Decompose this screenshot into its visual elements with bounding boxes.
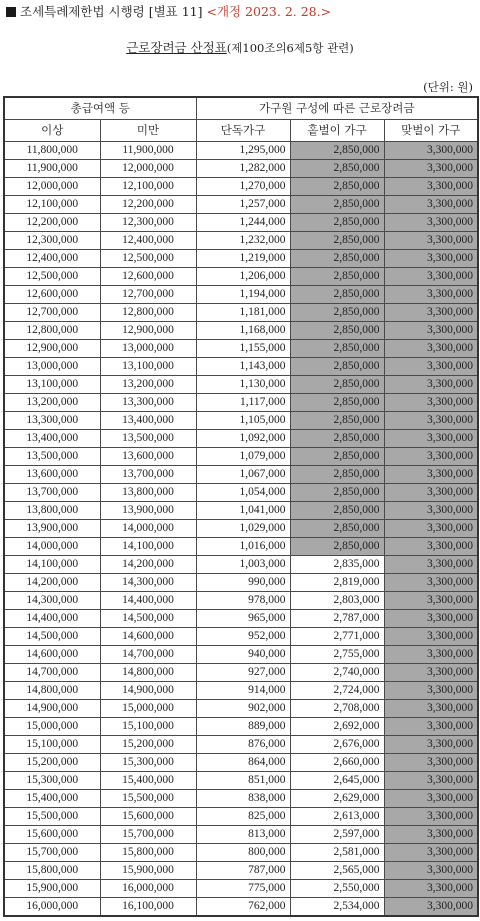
cell-income-max: 15,000,000 [100, 700, 196, 718]
cell-two-earner-household: 3,300,000 [384, 790, 478, 808]
table-row [4, 232, 478, 250]
cell-income-min: 13,500,000 [4, 448, 100, 466]
table-row [4, 880, 478, 898]
cell-single-household: 1,257,000 [196, 196, 290, 214]
table-row [4, 412, 478, 430]
cell-one-earner-household: 2,724,000 [290, 682, 384, 700]
cell-single-household: 1,181,000 [196, 304, 290, 322]
cell-income-max: 15,800,000 [100, 844, 196, 862]
cell-income-max: 13,800,000 [100, 484, 196, 502]
cell-income-max: 14,200,000 [100, 556, 196, 574]
cell-single-household: 775,000 [196, 880, 290, 898]
cell-income-max: 12,100,000 [100, 178, 196, 196]
cell-one-earner-household: 2,581,000 [290, 844, 384, 862]
cell-one-earner-household: 2,850,000 [290, 412, 384, 430]
cell-income-max: 15,600,000 [100, 808, 196, 826]
cell-single-household: 762,000 [196, 898, 290, 917]
cell-one-earner-household: 2,850,000 [290, 340, 384, 358]
cell-income-max: 14,900,000 [100, 682, 196, 700]
table-row [4, 610, 478, 628]
cell-income-max: 16,100,000 [100, 898, 196, 917]
cell-income-max: 12,000,000 [100, 160, 196, 178]
cell-income-min: 14,400,000 [4, 610, 100, 628]
cell-income-max: 12,800,000 [100, 304, 196, 322]
table-row [4, 304, 478, 322]
table-row [4, 538, 478, 556]
cell-income-max: 12,600,000 [100, 268, 196, 286]
cell-income-max: 12,300,000 [100, 214, 196, 232]
cell-income-min: 15,800,000 [4, 862, 100, 880]
cell-income-min: 13,200,000 [4, 394, 100, 412]
cell-single-household: 1,206,000 [196, 268, 290, 286]
cell-income-min: 15,100,000 [4, 736, 100, 754]
square-bullet-icon [6, 7, 16, 17]
cell-income-max: 13,100,000 [100, 358, 196, 376]
cell-income-max: 15,400,000 [100, 772, 196, 790]
col-header-min: 이상 [4, 120, 100, 142]
cell-one-earner-household: 2,550,000 [290, 880, 384, 898]
cell-income-min: 14,800,000 [4, 682, 100, 700]
cell-one-earner-household: 2,850,000 [290, 214, 384, 232]
cell-single-household: 800,000 [196, 844, 290, 862]
cell-single-household: 787,000 [196, 862, 290, 880]
cell-two-earner-household: 3,300,000 [384, 268, 478, 286]
cell-two-earner-household: 3,300,000 [384, 448, 478, 466]
cell-two-earner-household: 3,300,000 [384, 520, 478, 538]
cell-one-earner-household: 2,771,000 [290, 628, 384, 646]
cell-one-earner-household: 2,850,000 [290, 142, 384, 160]
cell-income-min: 12,100,000 [4, 196, 100, 214]
cell-one-earner-household: 2,850,000 [290, 232, 384, 250]
cell-income-min: 13,900,000 [4, 520, 100, 538]
cell-single-household: 952,000 [196, 628, 290, 646]
cell-income-min: 13,000,000 [4, 358, 100, 376]
cell-two-earner-household: 3,300,000 [384, 430, 478, 448]
cell-two-earner-household: 3,300,000 [384, 880, 478, 898]
cell-two-earner-household: 3,300,000 [384, 556, 478, 574]
table-row [4, 844, 478, 862]
cell-one-earner-household: 2,613,000 [290, 808, 384, 826]
table-row [4, 556, 478, 574]
cell-two-earner-household: 3,300,000 [384, 304, 478, 322]
cell-income-min: 15,400,000 [4, 790, 100, 808]
cell-one-earner-household: 2,850,000 [290, 358, 384, 376]
cell-income-min: 12,200,000 [4, 214, 100, 232]
table-row [4, 862, 478, 880]
cell-income-min: 12,300,000 [4, 232, 100, 250]
cell-income-min: 15,200,000 [4, 754, 100, 772]
cell-one-earner-household: 2,850,000 [290, 286, 384, 304]
cell-single-household: 1,244,000 [196, 214, 290, 232]
cell-income-min: 13,600,000 [4, 466, 100, 484]
table-row [4, 250, 478, 268]
cell-income-min: 13,800,000 [4, 502, 100, 520]
cell-one-earner-household: 2,740,000 [290, 664, 384, 682]
cell-income-max: 13,500,000 [100, 430, 196, 448]
cell-two-earner-household: 3,300,000 [384, 628, 478, 646]
col-header-one-earner: 홑벌이 가구 [290, 120, 384, 142]
cell-one-earner-household: 2,850,000 [290, 502, 384, 520]
cell-single-household: 1,029,000 [196, 520, 290, 538]
cell-one-earner-household: 2,850,000 [290, 160, 384, 178]
incentive-table [3, 96, 479, 917]
group-header-row [4, 97, 478, 120]
table-row [4, 646, 478, 664]
cell-income-min: 13,300,000 [4, 412, 100, 430]
table-row [4, 394, 478, 412]
cell-two-earner-household: 3,300,000 [384, 178, 478, 196]
table-row [4, 700, 478, 718]
cell-single-household: 889,000 [196, 718, 290, 736]
cell-income-max: 13,300,000 [100, 394, 196, 412]
cell-income-max: 13,700,000 [100, 466, 196, 484]
table-row [4, 178, 478, 196]
cell-income-min: 12,600,000 [4, 286, 100, 304]
cell-one-earner-household: 2,850,000 [290, 322, 384, 340]
cell-single-household: 851,000 [196, 772, 290, 790]
table-row [4, 826, 478, 844]
cell-single-household: 1,016,000 [196, 538, 290, 556]
cell-income-min: 13,400,000 [4, 430, 100, 448]
cell-income-max: 12,400,000 [100, 232, 196, 250]
table-row [4, 682, 478, 700]
cell-one-earner-household: 2,850,000 [290, 430, 384, 448]
cell-one-earner-household: 2,850,000 [290, 484, 384, 502]
cell-income-min: 14,100,000 [4, 556, 100, 574]
cell-income-min: 13,100,000 [4, 376, 100, 394]
cell-single-household: 1,168,000 [196, 322, 290, 340]
table-row [4, 718, 478, 736]
cell-single-household: 1,067,000 [196, 466, 290, 484]
cell-income-max: 12,900,000 [100, 322, 196, 340]
table-row [4, 664, 478, 682]
table-row [4, 628, 478, 646]
cell-one-earner-household: 2,850,000 [290, 196, 384, 214]
cell-income-max: 15,200,000 [100, 736, 196, 754]
cell-one-earner-household: 2,708,000 [290, 700, 384, 718]
table-row [4, 502, 478, 520]
cell-two-earner-household: 3,300,000 [384, 826, 478, 844]
cell-two-earner-household: 3,300,000 [384, 340, 478, 358]
cell-income-max: 15,300,000 [100, 754, 196, 772]
table-row [4, 808, 478, 826]
table-row [4, 772, 478, 790]
cell-single-household: 902,000 [196, 700, 290, 718]
cell-one-earner-household: 2,676,000 [290, 736, 384, 754]
cell-two-earner-household: 3,300,000 [384, 412, 478, 430]
table-row [4, 358, 478, 376]
cell-income-min: 13,700,000 [4, 484, 100, 502]
table-row [4, 430, 478, 448]
cell-two-earner-household: 3,300,000 [384, 718, 478, 736]
table-title: 근로장려금 산정표 [126, 40, 227, 55]
cell-two-earner-household: 3,300,000 [384, 754, 478, 772]
cell-income-min: 15,000,000 [4, 718, 100, 736]
cell-single-household: 990,000 [196, 574, 290, 592]
cell-two-earner-household: 3,300,000 [384, 502, 478, 520]
cell-income-min: 14,600,000 [4, 646, 100, 664]
cell-income-min: 15,700,000 [4, 844, 100, 862]
cell-one-earner-household: 2,850,000 [290, 376, 384, 394]
cell-income-min: 14,200,000 [4, 574, 100, 592]
cell-income-max: 16,000,000 [100, 880, 196, 898]
table-row [4, 736, 478, 754]
cell-income-max: 14,300,000 [100, 574, 196, 592]
table-title-line [0, 40, 480, 56]
cell-income-max: 11,900,000 [100, 142, 196, 160]
group-header-income: 총급여액 등 [4, 97, 196, 120]
cell-one-earner-household: 2,850,000 [290, 268, 384, 286]
cell-income-min: 12,400,000 [4, 250, 100, 268]
cell-two-earner-household: 3,300,000 [384, 322, 478, 340]
cell-income-min: 12,800,000 [4, 322, 100, 340]
cell-single-household: 1,232,000 [196, 232, 290, 250]
cell-two-earner-household: 3,300,000 [384, 196, 478, 214]
cell-income-min: 14,000,000 [4, 538, 100, 556]
cell-two-earner-household: 3,300,000 [384, 682, 478, 700]
cell-two-earner-household: 3,300,000 [384, 736, 478, 754]
table-row [4, 214, 478, 232]
cell-two-earner-household: 3,300,000 [384, 394, 478, 412]
cell-single-household: 1,270,000 [196, 178, 290, 196]
cell-one-earner-household: 2,850,000 [290, 466, 384, 484]
cell-two-earner-household: 3,300,000 [384, 250, 478, 268]
cell-single-household: 1,079,000 [196, 448, 290, 466]
table-row [4, 898, 478, 917]
table-row [4, 484, 478, 502]
cell-single-household: 927,000 [196, 664, 290, 682]
cell-two-earner-household: 3,300,000 [384, 538, 478, 556]
col-header-max: 미만 [100, 120, 196, 142]
cell-single-household: 1,105,000 [196, 412, 290, 430]
cell-two-earner-household: 3,300,000 [384, 160, 478, 178]
col-header-two-earner: 맞벌이 가구 [384, 120, 478, 142]
cell-income-max: 12,700,000 [100, 286, 196, 304]
cell-single-household: 940,000 [196, 646, 290, 664]
cell-two-earner-household: 3,300,000 [384, 844, 478, 862]
table-row [4, 160, 478, 178]
cell-one-earner-household: 2,850,000 [290, 538, 384, 556]
document-header [6, 4, 331, 20]
cell-income-max: 13,400,000 [100, 412, 196, 430]
cell-income-max: 15,900,000 [100, 862, 196, 880]
cell-single-household: 914,000 [196, 682, 290, 700]
table-row [4, 592, 478, 610]
cell-income-max: 14,700,000 [100, 646, 196, 664]
cell-two-earner-household: 3,300,000 [384, 610, 478, 628]
legal-reference: (제100조의6제5항 관련) [226, 41, 354, 55]
cell-two-earner-household: 3,300,000 [384, 466, 478, 484]
cell-income-max: 15,700,000 [100, 826, 196, 844]
column-header-row [4, 120, 478, 142]
table-row [4, 448, 478, 466]
cell-single-household: 1,155,000 [196, 340, 290, 358]
cell-one-earner-household: 2,755,000 [290, 646, 384, 664]
cell-two-earner-household: 3,300,000 [384, 700, 478, 718]
group-header-household: 가구원 구성에 따른 근로장려금 [196, 97, 478, 120]
cell-one-earner-household: 2,692,000 [290, 718, 384, 736]
cell-two-earner-household: 3,300,000 [384, 214, 478, 232]
cell-two-earner-household: 3,300,000 [384, 592, 478, 610]
cell-two-earner-household: 3,300,000 [384, 808, 478, 826]
header-title: 조세특례제한법 시행령 [별표 11] [20, 4, 203, 19]
cell-single-household: 1,282,000 [196, 160, 290, 178]
table-row [4, 574, 478, 592]
cell-income-max: 13,000,000 [100, 340, 196, 358]
cell-one-earner-household: 2,850,000 [290, 394, 384, 412]
table-row [4, 376, 478, 394]
cell-income-min: 15,600,000 [4, 826, 100, 844]
cell-one-earner-household: 2,850,000 [290, 304, 384, 322]
cell-single-household: 965,000 [196, 610, 290, 628]
cell-income-max: 13,900,000 [100, 502, 196, 520]
cell-one-earner-household: 2,819,000 [290, 574, 384, 592]
cell-income-max: 12,200,000 [100, 196, 196, 214]
cell-one-earner-household: 2,850,000 [290, 520, 384, 538]
cell-income-max: 14,100,000 [100, 538, 196, 556]
table-body [4, 142, 478, 917]
cell-two-earner-household: 3,300,000 [384, 862, 478, 880]
cell-two-earner-household: 3,300,000 [384, 898, 478, 917]
cell-income-min: 12,700,000 [4, 304, 100, 322]
cell-income-max: 13,600,000 [100, 448, 196, 466]
cell-one-earner-household: 2,850,000 [290, 448, 384, 466]
cell-income-min: 12,000,000 [4, 178, 100, 196]
cell-one-earner-household: 2,534,000 [290, 898, 384, 917]
cell-income-min: 11,800,000 [4, 142, 100, 160]
cell-income-min: 15,300,000 [4, 772, 100, 790]
unit-label: (단위: 원) [423, 80, 473, 94]
cell-income-max: 14,400,000 [100, 592, 196, 610]
cell-income-max: 14,500,000 [100, 610, 196, 628]
cell-income-min: 12,500,000 [4, 268, 100, 286]
cell-one-earner-household: 2,660,000 [290, 754, 384, 772]
table-row [4, 520, 478, 538]
cell-two-earner-household: 3,300,000 [384, 376, 478, 394]
cell-single-household: 1,143,000 [196, 358, 290, 376]
cell-single-household: 1,295,000 [196, 142, 290, 160]
cell-one-earner-household: 2,645,000 [290, 772, 384, 790]
cell-single-household: 1,041,000 [196, 502, 290, 520]
table-row [4, 142, 478, 160]
cell-income-max: 12,500,000 [100, 250, 196, 268]
cell-one-earner-household: 2,787,000 [290, 610, 384, 628]
cell-single-household: 1,117,000 [196, 394, 290, 412]
table-row [4, 754, 478, 772]
table-row [4, 268, 478, 286]
cell-two-earner-household: 3,300,000 [384, 142, 478, 160]
cell-income-min: 14,300,000 [4, 592, 100, 610]
cell-one-earner-household: 2,629,000 [290, 790, 384, 808]
cell-one-earner-household: 2,565,000 [290, 862, 384, 880]
cell-single-household: 1,092,000 [196, 430, 290, 448]
cell-income-max: 14,800,000 [100, 664, 196, 682]
cell-income-min: 15,500,000 [4, 808, 100, 826]
cell-income-min: 11,900,000 [4, 160, 100, 178]
cell-single-household: 838,000 [196, 790, 290, 808]
cell-one-earner-household: 2,835,000 [290, 556, 384, 574]
cell-one-earner-household: 2,850,000 [290, 178, 384, 196]
cell-two-earner-household: 3,300,000 [384, 232, 478, 250]
cell-income-max: 15,100,000 [100, 718, 196, 736]
cell-single-household: 1,054,000 [196, 484, 290, 502]
cell-one-earner-household: 2,597,000 [290, 826, 384, 844]
table-row [4, 466, 478, 484]
table-row [4, 790, 478, 808]
cell-single-household: 1,219,000 [196, 250, 290, 268]
table-row [4, 322, 478, 340]
cell-single-household: 876,000 [196, 736, 290, 754]
cell-income-max: 14,600,000 [100, 628, 196, 646]
cell-income-min: 14,900,000 [4, 700, 100, 718]
table-row [4, 286, 478, 304]
cell-two-earner-household: 3,300,000 [384, 484, 478, 502]
table-row [4, 340, 478, 358]
cell-single-household: 825,000 [196, 808, 290, 826]
cell-single-household: 864,000 [196, 754, 290, 772]
cell-two-earner-household: 3,300,000 [384, 646, 478, 664]
cell-one-earner-household: 2,850,000 [290, 250, 384, 268]
cell-income-max: 14,000,000 [100, 520, 196, 538]
cell-single-household: 813,000 [196, 826, 290, 844]
revision-note: <개정 2023. 2. 28.> [206, 4, 332, 19]
cell-two-earner-household: 3,300,000 [384, 772, 478, 790]
cell-two-earner-household: 3,300,000 [384, 574, 478, 592]
col-header-single: 단독가구 [196, 120, 290, 142]
cell-single-household: 1,194,000 [196, 286, 290, 304]
cell-single-household: 1,130,000 [196, 376, 290, 394]
cell-income-min: 14,500,000 [4, 628, 100, 646]
cell-income-min: 15,900,000 [4, 880, 100, 898]
cell-two-earner-household: 3,300,000 [384, 664, 478, 682]
cell-two-earner-household: 3,300,000 [384, 286, 478, 304]
cell-income-max: 15,500,000 [100, 790, 196, 808]
cell-single-household: 1,003,000 [196, 556, 290, 574]
table-row [4, 196, 478, 214]
cell-one-earner-household: 2,803,000 [290, 592, 384, 610]
cell-income-min: 16,000,000 [4, 898, 100, 917]
cell-income-min: 14,700,000 [4, 664, 100, 682]
cell-income-max: 13,200,000 [100, 376, 196, 394]
cell-two-earner-household: 3,300,000 [384, 358, 478, 376]
cell-income-min: 12,900,000 [4, 340, 100, 358]
cell-single-household: 978,000 [196, 592, 290, 610]
